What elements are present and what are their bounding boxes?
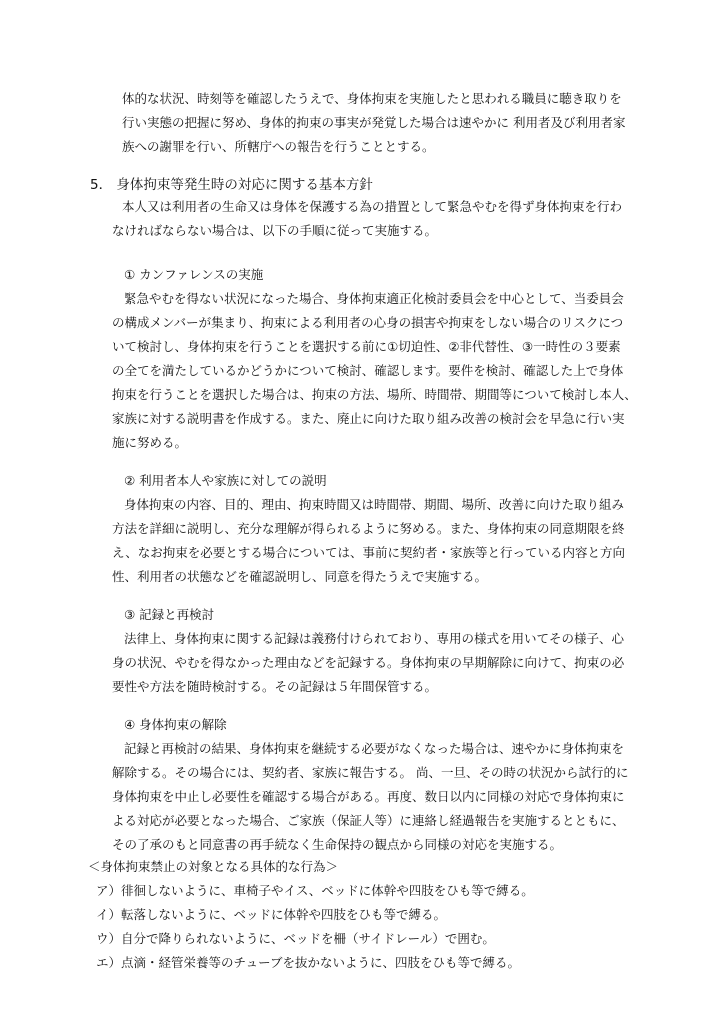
subsection-4-title: ④ 身体拘束の解除 [124, 717, 227, 732]
section-5-title: 5． 身体拘束等発生時の対応に関する基本方針 [90, 177, 373, 193]
subsection-2-line-2: 方法を詳細に説明し、充分な理解が得られるように努める。また、身体拘束の同意期限を終 [112, 521, 625, 536]
subsection-2-line-1: 身体拘束の内容、目的、理由、拘束時間又は時間帯、期間、場所、改善に向けた取り組み [124, 497, 625, 512]
intro-line-2: 行い実態の把握に努め、身体的拘束の事実が発覚した場合は速やかに 利用者及び利用者家 [122, 115, 626, 130]
subsection-3-title: ③ 記録と再検討 [124, 607, 215, 622]
section-5-lead-2: なければならない場合は、以下の手順に従って実施する。 [112, 223, 438, 238]
subsection-3-line-1: 法律上、身体拘束に関する記録は義務付けられており、専用の様式を用いてその様子、心 [124, 631, 625, 646]
subsection-4-line-2: 解除する。その場合には、契約者、家族に報告する。 尚、一旦、その時の状況から試行的に [112, 765, 629, 780]
subsection-1-line-6: 家族に対する説明書を作成する。また、廃止に向けた取り組み改善の検討会を早急に行い実 [112, 411, 625, 426]
prohibited-title: ＜身体拘束禁止の対象となる具体的な行為＞ [88, 859, 339, 874]
prohibited-item-2: イ）転落しないように、ベッドに体幹や四肢をひも等で縛る。 [96, 907, 447, 922]
intro-line-3: 族への謝罪を行い、所轄庁への報告を行うこととする。 [122, 139, 435, 154]
subsection-1-line-4: の全てを満たしているかどうかについて検討、確認します。要件を検討、確認した上で身体 [112, 363, 624, 378]
subsection-3-line-3: 要性や方法を随時検討する。その記録は５年間保管する。 [112, 679, 438, 694]
subsection-4-line-5: その了承のもと同意書の再手続なく生命保持の観点から同様の対応を実施する。 [112, 837, 563, 852]
prohibited-item-3: ウ）自分で降りられないように、ベッドを柵（サイドレール）で囲む。 [96, 931, 495, 946]
subsection-2-line-4: 性、利用者の状態などを確認説明し、同意を得たうえで実施する。 [112, 569, 488, 584]
intro-line-1: 体的な状況、時刻等を確認したうえで、身体拘束を実施したと思われる職員に聴き取りを [122, 91, 622, 106]
subsection-4-line-1: 記録と再検討の結果、身体拘束を継続する必要がなくなった場合は、速やかに身体拘束を [124, 741, 625, 756]
prohibited-item-1: ア）徘徊しないように、車椅子やイス、ベッドに体幹や四肢をひも等で縛る。 [96, 883, 534, 898]
subsection-1-line-5: 拘束を行うことを選択した場合は、拘束の方法、場所、時間帯、期間等について検討し本人、 [112, 387, 637, 402]
subsection-1-line-2: の構成メンバーが集まり、拘束による利用者の心身の損害や拘束をしない場合のリスクにつ [112, 315, 624, 330]
subsection-2-line-3: え、なお拘束を必要とする場合については、事前に契約者・家族等と行っている内容と方向 [112, 545, 626, 560]
subsection-2-title: ② 利用者本人や家族に対しての説明 [124, 473, 327, 488]
subsection-4-line-3: 身体拘束を中止し必要性を確認する場合がある。再度、数日以内に同様の対応で身体拘束に [112, 789, 625, 804]
subsection-1-line-7: 施に努める。 [112, 435, 188, 450]
subsection-3-line-2: 身の状況、やむを得なかった理由などを記録する。身体拘束の早期解除に向けて、拘束の必 [112, 655, 625, 670]
section-5-lead-1: 本人又は利用者の生命又は身体を保護する為の措置として緊急やむを得ず身体拘束を行わ [122, 199, 623, 214]
subsection-1-title: ① カンファレンスの実施 [124, 267, 264, 282]
subsection-4-line-4: よる対応が必要となった場合、ご家族（保証人等）に連絡し経過報告を実施するとともに、 [112, 813, 625, 828]
subsection-1-line-3: いて検討し、身体拘束を行うことを選択する前に①切迫性、②非代替性、③一時性の３要素 [112, 339, 621, 354]
prohibited-item-4: エ）点滴・経管栄養等のチューブを抜かないように、四肢をひも等で縛る。 [96, 955, 521, 970]
subsection-1-line-1: 緊急やむを得ない状況になった場合、身体拘束適正化検討委員会を中心として、当委員会 [124, 291, 624, 306]
